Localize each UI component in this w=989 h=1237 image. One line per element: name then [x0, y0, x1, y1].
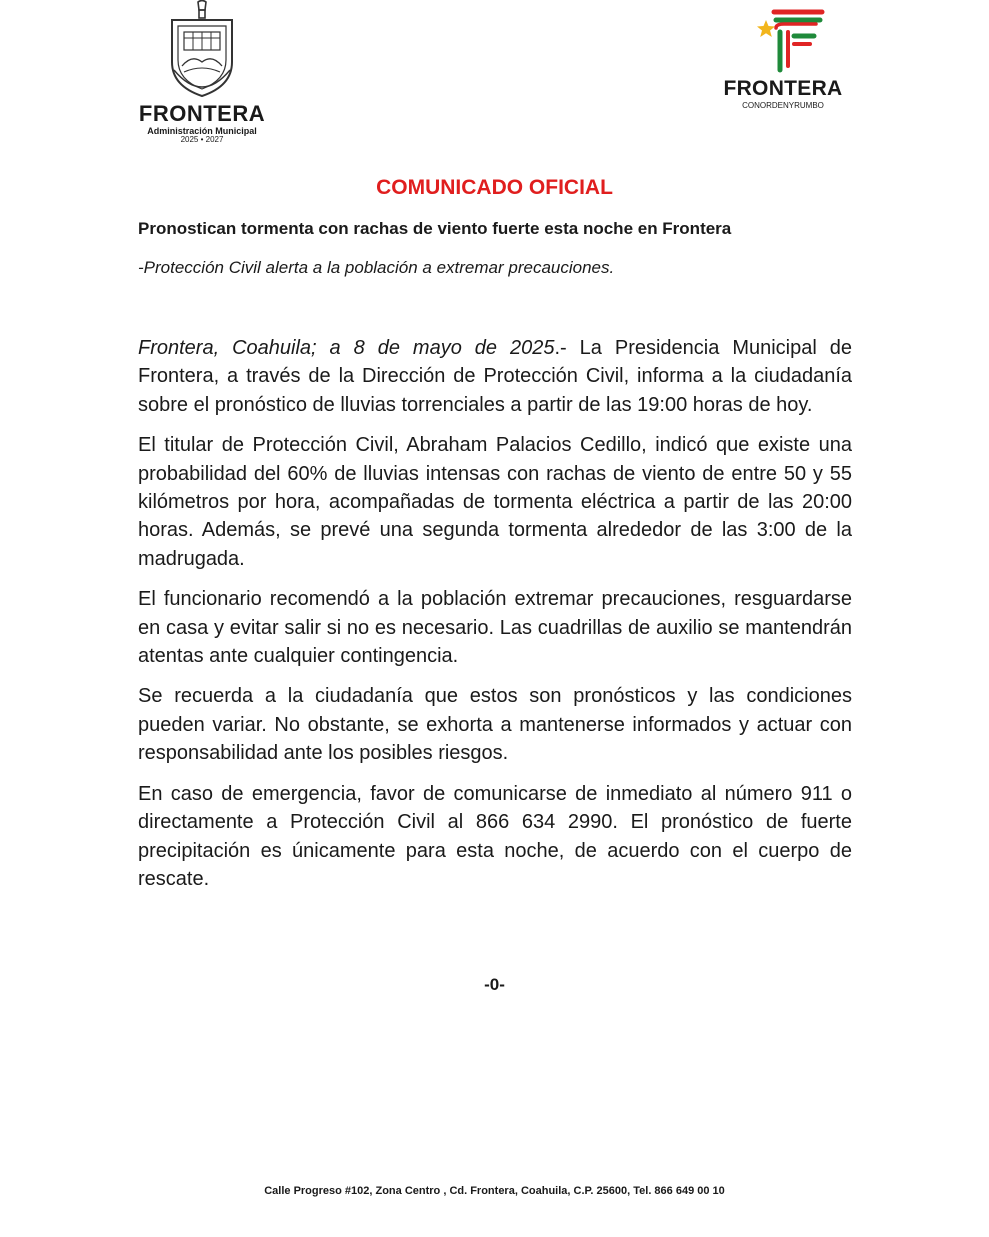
frontera-f-icon	[712, 6, 854, 78]
campaign-logo	[712, 6, 854, 116]
right-logo-name: FRONTERA	[723, 77, 843, 100]
headline: Pronostican tormenta con rachas de viento fuerte esta noche en Frontera	[138, 219, 732, 238]
paragraph-1-text: .- La Presidencia Municipal de Frontera, a través de la Dirección de Protección Civil, informa a la ciudadanía sobre el pronóstico de lluvias torrenciales a partir de las 19:00 horas de hoy.	[138, 337, 853, 416]
document-title: COMUNICADO OFICIAL	[376, 176, 613, 199]
left-logo-years: 2025 • 2027	[180, 135, 224, 144]
left-logo-subtitle: Administración Municipal	[147, 126, 257, 136]
left-logo-name: FRONTERA	[138, 101, 266, 126]
subhead: -Protección Civil alerta a la población a extremar precauciones.	[138, 258, 615, 277]
paragraph-4: Se recuerda a la ciudadanía que estos son pronósticos y las condiciones pueden variar. No obstante, se exhorta a mantenerse informados y actuar con responsabilidad ante los posibles riesgos.	[138, 685, 852, 765]
paragraph-3: El funcionario recomendó a la población extremar precauciones, resguardarse en casa y evitar salir si no es necesario. Las cuadrillas de auxilio se mantendrán atentas ante cualquier contingencia.	[138, 588, 852, 668]
footer-address: Calle Progreso #102, Zona Centro , Cd. Frontera, Coahuila, C.P. 25600, Tel. 866 649 00 10	[264, 1185, 725, 1197]
dateline: Frontera, Coahuila; a 8 de mayo de 2025	[138, 337, 555, 359]
end-mark: -0-	[484, 975, 505, 994]
coat-of-arms-icon	[160, 0, 244, 100]
paragraph-1	[138, 334, 852, 419]
right-logo-tagline: CONORDENYRUMBO	[742, 101, 824, 110]
paragraph-2: El titular de Protección Civil, Abraham Palacios Cedillo, indicó que existe una probabilidad del 60% de lluvias intensas con rachas de viento de entre 50 y 55 kilómetros por hora, acompañadas de tormenta eléctrica a partir de las 20:00 horas. Además, se prevé una segunda tormenta alrededor de las 3:00 de la madrugada.	[138, 434, 852, 570]
municipal-logo	[136, 0, 268, 150]
paragraph-5: En caso de emergencia, favor de comunicarse de inmediato al número 911 o directamente a Protección Civil al 866 634 2990. El pronóstico de fuerte precipitación es únicamente para esta noche, de acuerdo con el cuerpo de rescate.	[138, 782, 852, 890]
document-body	[138, 334, 852, 905]
